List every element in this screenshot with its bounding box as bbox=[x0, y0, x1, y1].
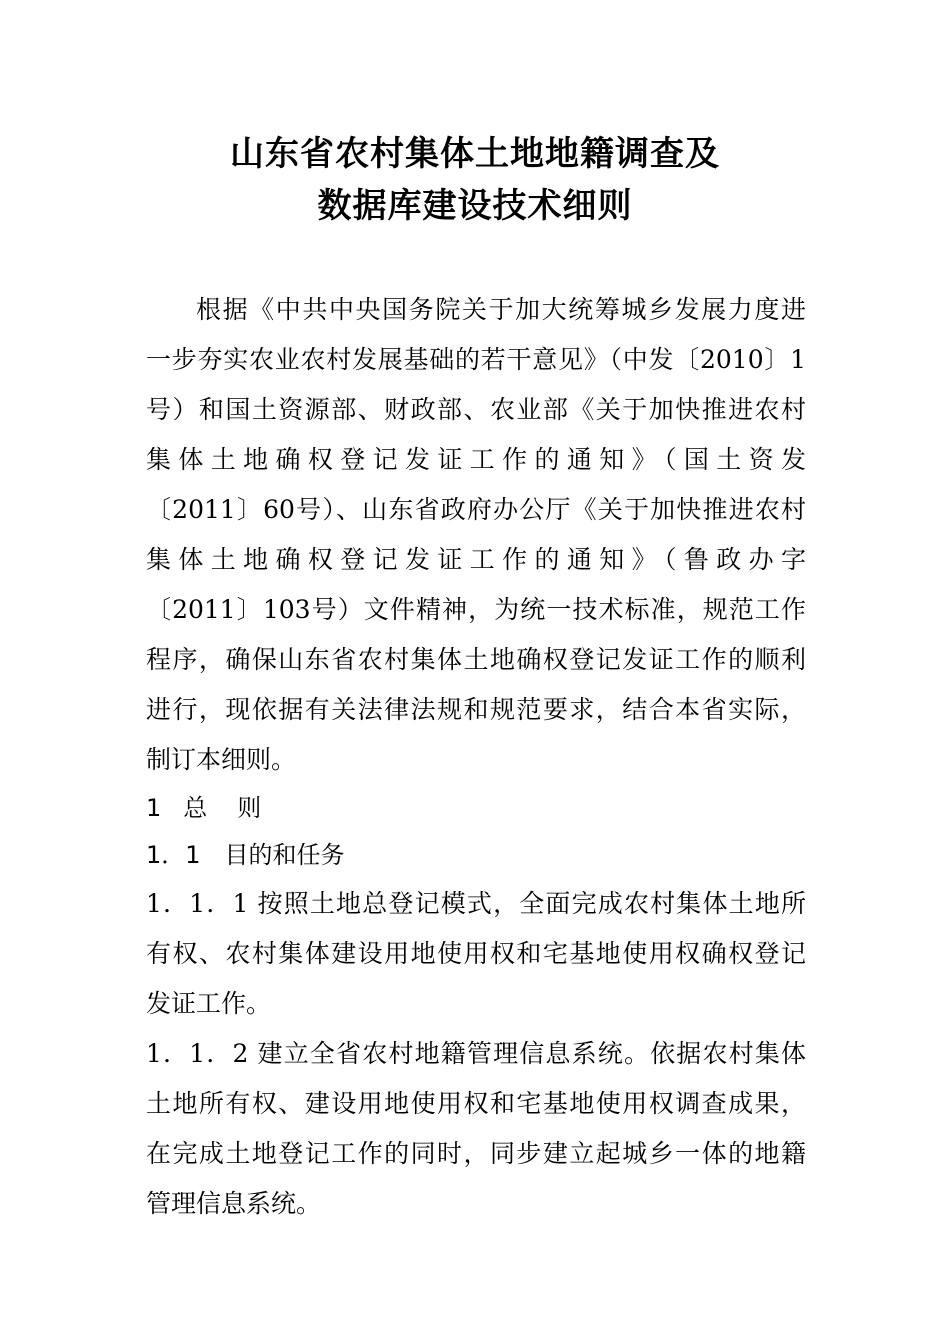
item-1-1-1-line: 发证工作。 bbox=[146, 989, 272, 1018]
item-1-1-2-line: 在完成土地登记工作的同时，同步建立起城乡一体的地籍 bbox=[146, 1139, 806, 1168]
section-1-1-title: 目的和任务 bbox=[224, 841, 345, 869]
intro-line: 集体土地确权登记发证工作的通知》（国土资发 bbox=[146, 445, 806, 474]
intro-line: 集体土地确权登记发证工作的通知》（鲁政办字 bbox=[146, 545, 806, 574]
section-1-1-heading bbox=[146, 835, 806, 875]
section-1-title-part-2: 则 bbox=[237, 794, 262, 822]
item-1-1-2-line: 1．1．2 建立全省农村地籍管理信息系统。依据农村集体 bbox=[146, 1039, 806, 1068]
item-1-1-2-line: 管理信息系统。 bbox=[146, 1189, 322, 1218]
section-1-heading bbox=[146, 788, 806, 828]
item-1-1-1-line: 有权、农村集体建设用地使用权和宅基地使用权确权登记 bbox=[146, 939, 806, 968]
intro-line: 〔2011〕103号）文件精神，为统一技术标准，规范工作 bbox=[146, 595, 806, 624]
intro-line: 〔2011〕60号）、山东省政府办公厅《关于加快推进农村 bbox=[146, 495, 806, 524]
item-1-1-1-line: 1．1．1 按照土地总登记模式，全面完成农村集体土地所 bbox=[146, 889, 806, 918]
document-title-line-1: 山东省农村集体土地地籍调查及 bbox=[230, 134, 720, 174]
document-title-line-2: 数据库建设技术细则 bbox=[317, 186, 633, 226]
item-1-1-2-line: 土地所有权、建设用地使用权和宅基地使用权调查成果， bbox=[146, 1089, 806, 1118]
intro-line: 制订本细则。 bbox=[146, 745, 297, 774]
intro-line: 进行，现依据有关法律法规和规范要求，结合本省实际， bbox=[146, 695, 806, 724]
intro-line: 程序，确保山东省农村集体土地确权登记发证工作的顺利 bbox=[146, 645, 806, 674]
section-1-1-number: 1．1 bbox=[146, 841, 201, 869]
intro-line: 根据《中共中央国务院关于加大统筹城乡发展力度进 bbox=[196, 295, 806, 324]
intro-line: 一步夯实农业农村发展基础的若干意见》（中发〔2010〕1 bbox=[146, 345, 806, 374]
intro-line: 号）和国土资源部、财政部、农业部《关于加快推进农村 bbox=[146, 395, 806, 424]
section-1-number: 1 bbox=[146, 794, 162, 822]
section-1-title-part-1: 总 bbox=[183, 794, 208, 822]
